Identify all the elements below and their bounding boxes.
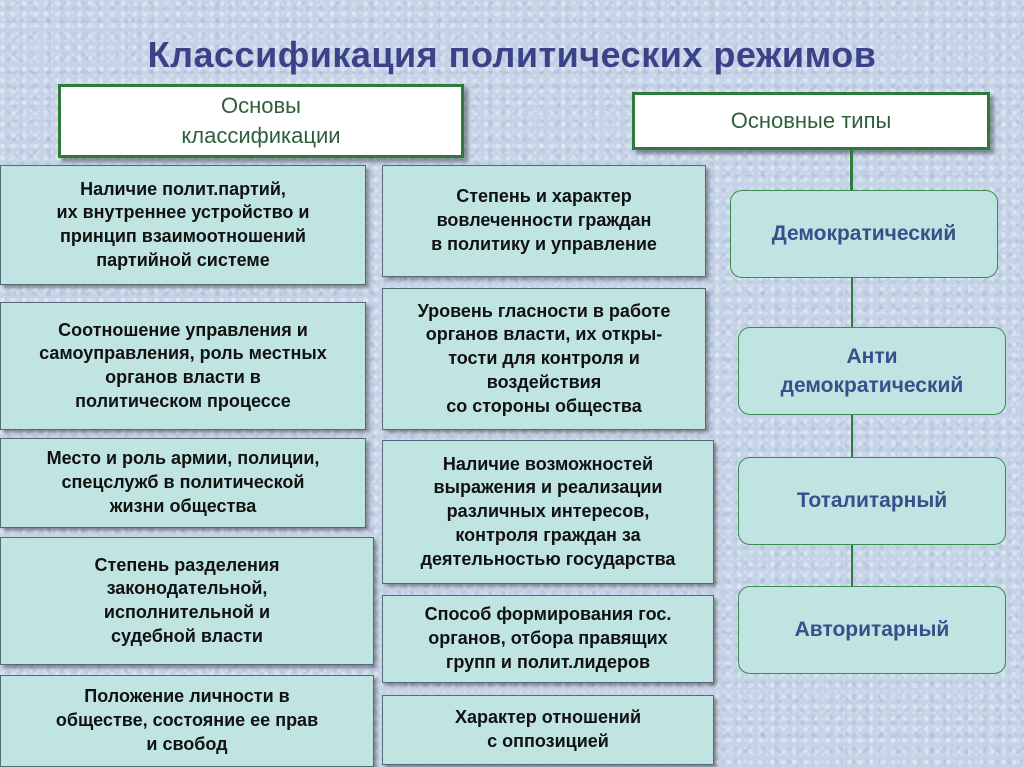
criterion-line: выражения и реализации [433, 477, 663, 498]
criterion-box [0, 675, 374, 767]
page-title: Классификация политических режимов [147, 34, 877, 75]
criterion-line: Соотношение управления и [58, 319, 308, 340]
regime-type-democratic [730, 190, 998, 278]
criterion-line: деятельностью государства [420, 548, 676, 569]
header-types [632, 92, 990, 150]
types-connector-line [851, 415, 853, 457]
criterion-line: тости для контроля и [448, 348, 640, 369]
header-bases-line-2: классификации [181, 123, 341, 148]
criterion-box [0, 302, 366, 430]
criterion-line: принцип взаимоотношений [60, 226, 306, 246]
criterion-line: судебной власти [111, 625, 263, 646]
criterion-line: Характер отношений [454, 707, 642, 728]
header-bases-line-1: Основы [221, 93, 301, 119]
regime-type-label: Анти [846, 344, 898, 368]
criterion-line: Уровень гласности в работе [417, 300, 671, 321]
criterion-line: органов власти, их откры- [425, 324, 663, 345]
regime-type-antidemocratic [738, 327, 1006, 415]
criterion-line: различных интересов, [446, 501, 650, 522]
header-types-label: Основные типы [730, 108, 892, 134]
criterion-line: органов, отбора правящих [428, 628, 668, 649]
criterion-line: воздействия [486, 371, 602, 392]
types-connector-line [851, 545, 853, 586]
header-bases [58, 84, 464, 158]
criterion-line: партийной системе [96, 249, 270, 270]
criterion-box [382, 595, 714, 683]
criterion-line: вовлеченности граждан [436, 210, 652, 231]
types-connector-line [850, 150, 853, 190]
criterion-line: Положение личности в [84, 686, 290, 707]
criterion-line: спецслужб в политической [61, 472, 305, 493]
criterion-line: Место и роль армии, полиции, [46, 448, 320, 469]
criterion-line: исполнительной и [103, 602, 271, 622]
criterion-box [0, 537, 374, 665]
types-connector-line [851, 277, 853, 327]
regime-type-label: Авторитарный [794, 618, 950, 642]
criterion-line: со стороны общества [446, 395, 642, 416]
criterion-line: жизни общества [109, 495, 257, 516]
criterion-line: Наличие возможностей [442, 453, 654, 474]
criterion-line: с оппозицией [487, 731, 609, 751]
criterion-line: самоуправления, роль местных [39, 343, 327, 364]
criterion-line: Способ формирования гос. [424, 604, 672, 625]
criterion-box [0, 165, 366, 285]
criterion-box [382, 288, 706, 430]
criterion-line: Степень и характер [456, 186, 632, 207]
criterion-line: политическом процессе [75, 390, 291, 411]
criterion-box [0, 438, 366, 528]
criterion-box [382, 165, 706, 277]
criterion-line: Степень разделения [94, 554, 280, 575]
criterion-box [382, 440, 714, 584]
criterion-line: законодательной, [106, 578, 268, 599]
criterion-line: Наличие полит.партий, [80, 178, 286, 199]
regime-type-label: Тоталитарный [796, 489, 948, 513]
criterion-line: органов власти в [105, 367, 261, 387]
regime-type-authoritarian [738, 586, 1006, 674]
regime-type-label: демократический [780, 374, 964, 397]
criterion-line: контроля граждан за [455, 524, 641, 545]
criterion-line: обществе, состояние ее прав [55, 710, 319, 731]
regime-type-label: Демократический [771, 222, 957, 246]
criterion-box [382, 695, 714, 765]
regime-type-totalitarian [738, 457, 1006, 545]
criterion-line: их внутреннее устройство и [56, 202, 310, 223]
criterion-line: групп и полит.лидеров [445, 651, 651, 672]
criterion-line: и свобод [146, 733, 228, 754]
criterion-line: в политику и управление [431, 233, 657, 254]
